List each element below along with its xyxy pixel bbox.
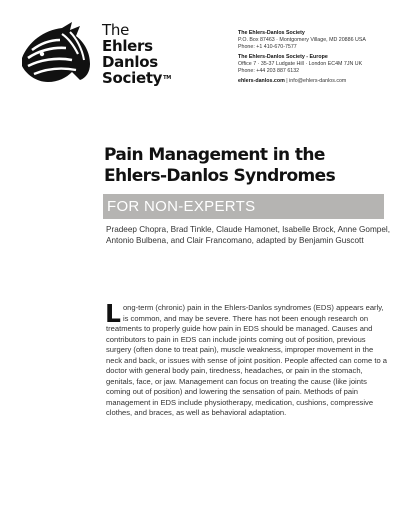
contact-org-us: The Ehlers-Danlos Society bbox=[238, 30, 305, 36]
page-title bbox=[104, 145, 394, 187]
title-line-2: Ehlers-Danlos Syndromes bbox=[104, 166, 336, 186]
zebra-head-icon bbox=[18, 20, 94, 88]
logo-word: Ehlers bbox=[102, 37, 153, 55]
authors: Pradeep Chopra, Brad Tinkle, Claude Hamonet, Isabelle Brock, Anne Gompel, Antonio Bulbena, and Clair Francomano, adapted by Benjamin Guscott bbox=[106, 225, 390, 245]
logo-wordmark bbox=[102, 22, 171, 86]
trademark: TM bbox=[163, 75, 171, 81]
logo-word: Danlos bbox=[102, 53, 158, 71]
audience-banner-label: FOR NON-EXPERTS bbox=[107, 198, 256, 215]
logo-word bbox=[102, 70, 171, 86]
contact-address-us: P.O. Box 87463 · Montgomery Village, MD 20886 USA bbox=[238, 37, 366, 43]
title-line-1: Pain Management in the bbox=[104, 145, 325, 165]
email-link[interactable]: | info@ehlers-danlos.com bbox=[284, 78, 347, 84]
contact-web-line bbox=[238, 78, 396, 85]
audience-banner bbox=[103, 194, 384, 219]
contact-org-europe: The Ehlers-Danlos Society - Europe bbox=[238, 54, 328, 60]
contact-address-europe: Office 7 · 35-37 Ludgate Hill · London EC4M 7JN UK bbox=[238, 61, 363, 67]
contact-block bbox=[238, 30, 396, 85]
intro-text: ong-term (chronic) pain in the Ehlers-Danlos syndromes (EDS) appears early, is common, and may be severe. There has not been enough research on treatments to properly guide how pain in EDS should be managed. Causes and contributors to pain in EDS can include joints coming out of position, previous surgery (often done to treat pain), muscle weakness, improper movement in the neck and back, or issues with sense of joint position. People affected can come to a doctor with general body pain, tiredness, headaches, or pain in the stomach, genitals, face, or jaw. Management can focus on treating the cause (like joints coming out of position) and lowering the sensation of pain. Methods of pain management in EDS include physiotherapy, medication, cushions, compressive clothes, and braces, as well as behavioral adaptation. bbox=[106, 303, 387, 417]
website-link[interactable]: ehlers-danlos.com bbox=[238, 78, 285, 84]
logo-word-text: Society bbox=[102, 69, 163, 87]
intro-paragraph bbox=[105, 299, 388, 419]
drop-cap: L bbox=[105, 299, 121, 328]
logo-word: The bbox=[102, 21, 129, 39]
contact-phone-us: Phone: +1 410-670-7577 bbox=[238, 44, 297, 50]
contact-phone-europe: Phone: +44 203 887 6132 bbox=[238, 68, 300, 74]
